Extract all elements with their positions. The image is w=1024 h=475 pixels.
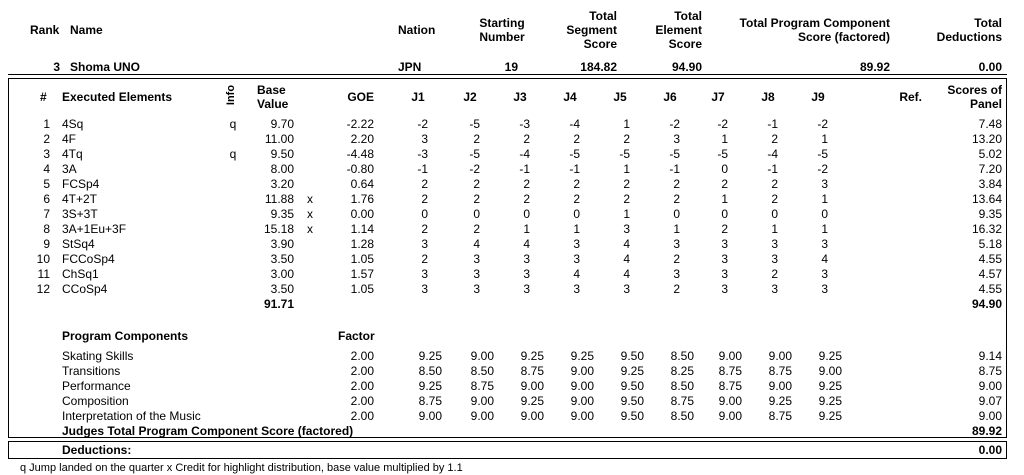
element-judge-score: 2 [523, 177, 530, 191]
component-panel-score: 9.00 [978, 409, 1002, 423]
element-name: 4T+2T [62, 192, 98, 206]
element-judge-score: 2 [523, 132, 530, 146]
component-judge-score: 9.00 [818, 364, 842, 378]
col-judge-label: J2 [463, 90, 477, 104]
element-bonus-mark: x [307, 207, 313, 221]
element-base-value: 8.00 [270, 162, 294, 176]
element-judge-score: 3 [821, 237, 828, 251]
element-judge-score: 2 [623, 177, 630, 191]
element-goe: -4.48 [346, 147, 374, 161]
element-judge-score: 3 [473, 267, 480, 281]
element-info: q [229, 117, 237, 131]
elements-total-bv: 91.71 [263, 297, 294, 311]
total-pcs-label-2: Score (factored) [797, 30, 890, 44]
element-judge-score: 1 [721, 132, 728, 146]
element-judge-score: -4 [767, 147, 778, 161]
element-judge-score: 2 [721, 222, 728, 236]
element-judge-score: 0 [421, 207, 428, 221]
element-judge-score: 1 [523, 222, 530, 236]
component-judge-score: 8.75 [520, 364, 544, 378]
element-judge-score: -2 [669, 117, 680, 131]
element-judge-score: 3 [573, 282, 580, 296]
component-factor: 2.00 [350, 349, 374, 363]
element-name: 3S+3T [62, 207, 98, 221]
component-name: Performance [62, 379, 131, 393]
element-judge-score: 3 [623, 282, 630, 296]
element-judge-score: 0 [721, 162, 728, 176]
component-judge-score: 8.75 [768, 409, 792, 423]
element-goe: 2.20 [350, 132, 374, 146]
col-base-label-2: Value [257, 97, 289, 111]
element-judge-score: 3 [673, 237, 680, 251]
element-judge-score: 2 [771, 267, 778, 281]
component-name: Skating Skills [62, 349, 134, 363]
element-judge-score: 4 [573, 267, 580, 281]
element-goe: 0.00 [350, 207, 374, 221]
starting-number-label-2: Number [479, 30, 525, 44]
component-judge-score: 9.00 [520, 409, 544, 423]
component-judge-score: 9.25 [418, 349, 442, 363]
col-ref-label: Ref. [899, 90, 922, 104]
element-judge-score: -2 [817, 117, 828, 131]
header-rule [8, 74, 1007, 75]
component-panel-score: 9.14 [978, 349, 1002, 363]
element-judge-score: 2 [573, 192, 580, 206]
component-judge-score: 9.25 [520, 349, 544, 363]
element-judge-score: 4 [623, 237, 630, 251]
skater-name: Shoma UNO [70, 60, 141, 74]
element-base-value: 11.88 [264, 192, 294, 206]
component-judge-score: 9.00 [570, 364, 594, 378]
element-panel-score: 9.35 [978, 207, 1002, 221]
element-judge-score: 2 [473, 177, 480, 191]
element-panel-score: 13.64 [971, 192, 1002, 206]
element-goe: 1.57 [350, 267, 374, 281]
element-panel-score: 4.57 [978, 267, 1002, 281]
element-judge-score: 0 [673, 207, 680, 221]
element-judge-score: 3 [771, 252, 778, 266]
element-judge-score: 1 [821, 222, 828, 236]
element-judge-score: 1 [821, 192, 828, 206]
col-panel-label-1: Scores of [947, 83, 1002, 97]
col-judge-label: J3 [513, 90, 527, 104]
element-judge-score: 1 [623, 117, 630, 131]
element-bonus-mark: x [307, 192, 313, 206]
component-panel-score: 9.07 [978, 394, 1002, 408]
component-judge-score: 9.25 [818, 394, 842, 408]
component-judge-score: 9.25 [818, 409, 842, 423]
element-judge-score: -1 [417, 162, 428, 176]
component-judge-score: 8.50 [418, 364, 442, 378]
component-judge-score: 9.00 [768, 349, 792, 363]
element-num: 4 [43, 162, 50, 176]
component-name: Transitions [62, 364, 121, 378]
component-judge-score: 9.00 [470, 349, 494, 363]
total-deductions-label-1: Total [974, 16, 1002, 30]
element-judge-score: -5 [717, 147, 728, 161]
component-judge-score: 9.25 [818, 349, 842, 363]
element-judge-score: 3 [771, 282, 778, 296]
pc-total-score: 89.92 [971, 424, 1002, 438]
element-panel-score: 16.32 [971, 222, 1002, 236]
element-judge-score: 3 [721, 282, 728, 296]
element-judge-score: 2 [771, 192, 778, 206]
element-judge-score: 1 [673, 222, 680, 236]
component-judge-score: 8.75 [718, 364, 742, 378]
element-judge-score: 2 [623, 132, 630, 146]
element-num: 3 [43, 147, 50, 161]
element-judge-score: 3 [523, 252, 530, 266]
element-judge-score: 1 [623, 207, 630, 221]
element-num: 12 [36, 282, 50, 296]
total-element-label-1: Total [674, 9, 702, 23]
element-judge-score: 3 [523, 267, 530, 281]
element-name: 4Tq [62, 147, 83, 161]
component-judge-score: 8.75 [470, 379, 494, 393]
component-judge-score: 9.00 [470, 409, 494, 423]
element-judge-score: 3 [421, 132, 428, 146]
element-judge-score: 2 [673, 192, 680, 206]
element-judge-score: 3 [473, 252, 480, 266]
element-judge-score: 2 [421, 177, 428, 191]
element-judge-score: 3 [771, 237, 778, 251]
element-judge-score: 2 [573, 132, 580, 146]
element-name: 3A+1Eu+3F [62, 222, 127, 236]
deductions-score: 0.00 [978, 443, 1002, 457]
element-judge-score: -4 [519, 147, 530, 161]
element-base-value: 3.50 [270, 252, 294, 266]
total-element-label-2: Element [655, 23, 702, 37]
element-base-value: 9.70 [270, 117, 294, 131]
col-goe-label: GOE [347, 90, 374, 104]
element-judge-score: 3 [421, 282, 428, 296]
component-factor: 2.00 [350, 364, 374, 378]
component-name: Composition [62, 394, 129, 408]
col-judge-label: J6 [663, 90, 677, 104]
element-judge-score: 0 [473, 207, 480, 221]
element-judge-score: 3 [821, 177, 828, 191]
element-goe: -0.80 [346, 162, 374, 176]
element-num: 9 [43, 237, 50, 251]
element-panel-score: 4.55 [978, 252, 1002, 266]
col-judge-label: J9 [811, 90, 825, 104]
component-judge-score: 9.00 [570, 379, 594, 393]
skater-total-element: 94.90 [671, 60, 702, 74]
component-judge-score: 8.50 [670, 409, 694, 423]
element-goe: 1.76 [350, 192, 374, 206]
element-judge-score: 2 [421, 252, 428, 266]
element-judge-score: -2 [469, 162, 480, 176]
total-segment-label-2: Segment [566, 23, 617, 37]
component-judge-score: 8.50 [670, 379, 694, 393]
col-info-label: Info [225, 84, 237, 106]
element-judge-score: 0 [573, 207, 580, 221]
element-base-value: 9.35 [270, 207, 294, 221]
element-goe: 1.05 [350, 252, 374, 266]
element-goe: 1.14 [350, 222, 374, 236]
element-judge-score: 2 [421, 192, 428, 206]
element-judge-score: 2 [573, 177, 580, 191]
component-judge-score: 8.75 [768, 364, 792, 378]
element-judge-score: 2 [623, 192, 630, 206]
component-judge-score: 9.25 [818, 379, 842, 393]
element-num: 11 [37, 267, 50, 281]
element-judge-score: -5 [569, 147, 580, 161]
element-judge-score: 2 [771, 132, 778, 146]
element-num: 7 [43, 207, 50, 221]
component-judge-score: 8.75 [418, 394, 442, 408]
element-judge-score: -2 [717, 117, 728, 131]
element-goe: 1.28 [350, 237, 374, 251]
element-judge-score: -5 [669, 147, 680, 161]
col-panel-label-2: Panel [969, 97, 1002, 111]
element-judge-score: 2 [673, 252, 680, 266]
component-judge-score: 9.00 [470, 394, 494, 408]
col-judge-label: J8 [761, 90, 775, 104]
element-base-value: 3.00 [270, 267, 294, 281]
element-panel-score: 13.20 [971, 132, 1002, 146]
total-deductions-label-2: Deductions [936, 30, 1002, 44]
element-judge-score: -1 [767, 162, 778, 176]
element-info: q [229, 147, 237, 161]
element-judge-score: 3 [721, 252, 728, 266]
element-judge-score: 3 [473, 282, 480, 296]
element-base-value: 3.20 [270, 177, 294, 191]
component-judge-score: 8.50 [670, 349, 694, 363]
name-label: Name [70, 23, 103, 37]
element-judge-score: -5 [817, 147, 828, 161]
element-judge-score: 2 [673, 177, 680, 191]
pc-total-label: Judges Total Program Component Score (factored) [62, 424, 354, 438]
deductions-label: Deductions: [62, 443, 132, 457]
col-num-label: # [40, 90, 47, 104]
total-segment-label-3: Score [583, 37, 617, 51]
element-num: 8 [43, 222, 50, 236]
col-judge-label: J5 [613, 90, 627, 104]
component-factor: 2.00 [350, 394, 374, 408]
element-name: ChSq1 [62, 267, 99, 281]
component-factor: 2.00 [350, 409, 374, 423]
element-judge-score: 3 [421, 237, 428, 251]
deductions-box [8, 441, 1007, 459]
component-judge-score: 9.25 [418, 379, 442, 393]
element-judge-score: -3 [417, 147, 428, 161]
pc-title: Program Components [62, 329, 189, 343]
component-judge-score: 9.00 [768, 379, 792, 393]
element-name: 4F [62, 132, 77, 146]
element-bonus-mark: x [307, 222, 313, 236]
component-judge-score: 8.75 [718, 379, 742, 393]
element-judge-score: 1 [821, 132, 828, 146]
element-judge-score: 4 [623, 267, 630, 281]
skater-rank: 3 [53, 60, 60, 74]
element-judge-score: 4 [473, 237, 480, 251]
element-judge-score: -1 [519, 162, 530, 176]
component-judge-score: 9.50 [620, 349, 644, 363]
skater-starting-number: 19 [504, 60, 518, 74]
element-judge-score: 3 [721, 237, 728, 251]
element-name: CCoSp4 [62, 282, 108, 296]
element-judge-score: -1 [569, 162, 580, 176]
element-name: FCCoSp4 [62, 252, 115, 266]
element-base-value: 11.00 [264, 132, 294, 146]
component-panel-score: 9.00 [978, 379, 1002, 393]
element-judge-score: 2 [673, 282, 680, 296]
col-judge-label: J1 [411, 90, 425, 104]
component-judge-score: 9.00 [718, 349, 742, 363]
element-judge-score: 4 [523, 237, 530, 251]
component-judge-score: 9.00 [570, 409, 594, 423]
component-judge-score: 9.00 [520, 379, 544, 393]
element-base-value: 3.90 [270, 237, 294, 251]
skater-total-deductions: 0.00 [978, 60, 1002, 74]
elements-total-score: 94.90 [971, 297, 1002, 311]
element-judge-score: 0 [523, 207, 530, 221]
element-judge-score: 3 [573, 237, 580, 251]
element-name: 3A [62, 162, 77, 176]
element-num: 2 [43, 132, 50, 146]
element-judge-score: 2 [771, 177, 778, 191]
col-judge-label: J4 [563, 90, 577, 104]
element-num: 10 [36, 252, 50, 266]
total-pcs-label-1: Total Program Component [739, 16, 890, 30]
element-judge-score: 3 [821, 267, 828, 281]
element-goe: 0.64 [350, 177, 374, 191]
rank-label: Rank [30, 23, 60, 37]
element-name: 4Sq [62, 117, 84, 131]
element-judge-score: 0 [771, 207, 778, 221]
element-panel-score: 7.20 [978, 162, 1002, 176]
total-element-label-3: Score [668, 37, 702, 51]
component-factor: 2.00 [350, 379, 374, 393]
element-judge-score: 2 [473, 222, 480, 236]
element-judge-score: 3 [721, 267, 728, 281]
component-judge-score: 9.00 [418, 409, 442, 423]
element-judge-score: -5 [619, 147, 630, 161]
element-panel-score: 5.18 [978, 237, 1002, 251]
component-judge-score: 9.50 [620, 379, 644, 393]
component-judge-score: 9.00 [718, 409, 742, 423]
element-judge-score: -2 [817, 162, 828, 176]
element-judge-score: 1 [721, 192, 728, 206]
element-panel-score: 4.55 [978, 282, 1002, 296]
element-judge-score: -4 [569, 117, 580, 131]
element-judge-score: 2 [721, 177, 728, 191]
col-executed-label: Executed Elements [62, 90, 173, 104]
component-judge-score: 9.25 [520, 394, 544, 408]
element-judge-score: 3 [673, 132, 680, 146]
element-panel-score: 5.02 [978, 147, 1002, 161]
skater-nation: JPN [398, 60, 422, 74]
component-judge-score: 8.25 [670, 364, 694, 378]
element-base-value: 15.18 [263, 222, 294, 236]
element-judge-score: 3 [523, 282, 530, 296]
col-base-label-1: Base [257, 83, 286, 97]
element-base-value: 9.50 [270, 147, 294, 161]
component-judge-score: 8.75 [670, 394, 694, 408]
component-panel-score: 8.75 [978, 364, 1002, 378]
component-judge-score: 9.25 [570, 349, 594, 363]
element-judge-score: 4 [623, 252, 630, 266]
element-judge-score: 3 [623, 222, 630, 236]
nation-label: Nation [398, 23, 436, 37]
element-judge-score: -3 [519, 117, 530, 131]
element-judge-score: 3 [673, 267, 680, 281]
element-name: StSq4 [62, 237, 95, 251]
component-judge-score: 9.50 [620, 394, 644, 408]
element-judge-score: 0 [821, 207, 828, 221]
element-judge-score: 2 [421, 222, 428, 236]
total-segment-label-1: Total [589, 9, 617, 23]
element-judge-score: -1 [669, 162, 680, 176]
skater-total-pcs: 89.92 [859, 60, 890, 74]
element-panel-score: 3.84 [978, 177, 1002, 191]
element-num: 6 [43, 192, 50, 206]
element-judge-score: 1 [573, 222, 580, 236]
pc-factor-label: Factor [338, 329, 375, 343]
element-judge-score: 0 [721, 207, 728, 221]
element-judge-score: -5 [469, 117, 480, 131]
component-judge-score: 9.25 [620, 364, 644, 378]
element-judge-score: -2 [417, 117, 428, 131]
component-judge-score: 8.50 [470, 364, 494, 378]
footnote: q Jump landed on the quarter x Credit for highlight distribution, base value multiplied by 1.1 [20, 462, 463, 474]
element-judge-score: 3 [421, 267, 428, 281]
element-num: 5 [43, 177, 50, 191]
element-judge-score: 3 [821, 282, 828, 296]
element-goe: 1.05 [350, 282, 374, 296]
element-judge-score: 1 [771, 222, 778, 236]
component-name: Interpretation of the Music [62, 409, 201, 423]
element-num: 1 [43, 117, 50, 131]
skater-total-segment: 184.82 [580, 60, 617, 74]
component-judge-score: 9.00 [570, 394, 594, 408]
element-name: FCSp4 [62, 177, 100, 191]
element-judge-score: 2 [473, 192, 480, 206]
element-judge-score: 4 [821, 252, 828, 266]
element-judge-score: 2 [523, 192, 530, 206]
component-judge-score: 9.00 [718, 394, 742, 408]
element-panel-score: 7.48 [978, 117, 1002, 131]
element-goe: -2.22 [346, 117, 374, 131]
element-base-value: 3.50 [270, 282, 294, 296]
element-judge-score: 3 [573, 252, 580, 266]
element-judge-score: 1 [623, 162, 630, 176]
starting-number-label-1: Starting [479, 16, 525, 30]
component-judge-score: 9.25 [768, 394, 792, 408]
col-judge-label: J7 [711, 90, 725, 104]
component-judge-score: 9.50 [620, 409, 644, 423]
element-judge-score: 2 [473, 132, 480, 146]
element-judge-score: -1 [767, 117, 778, 131]
element-judge-score: -5 [469, 147, 480, 161]
